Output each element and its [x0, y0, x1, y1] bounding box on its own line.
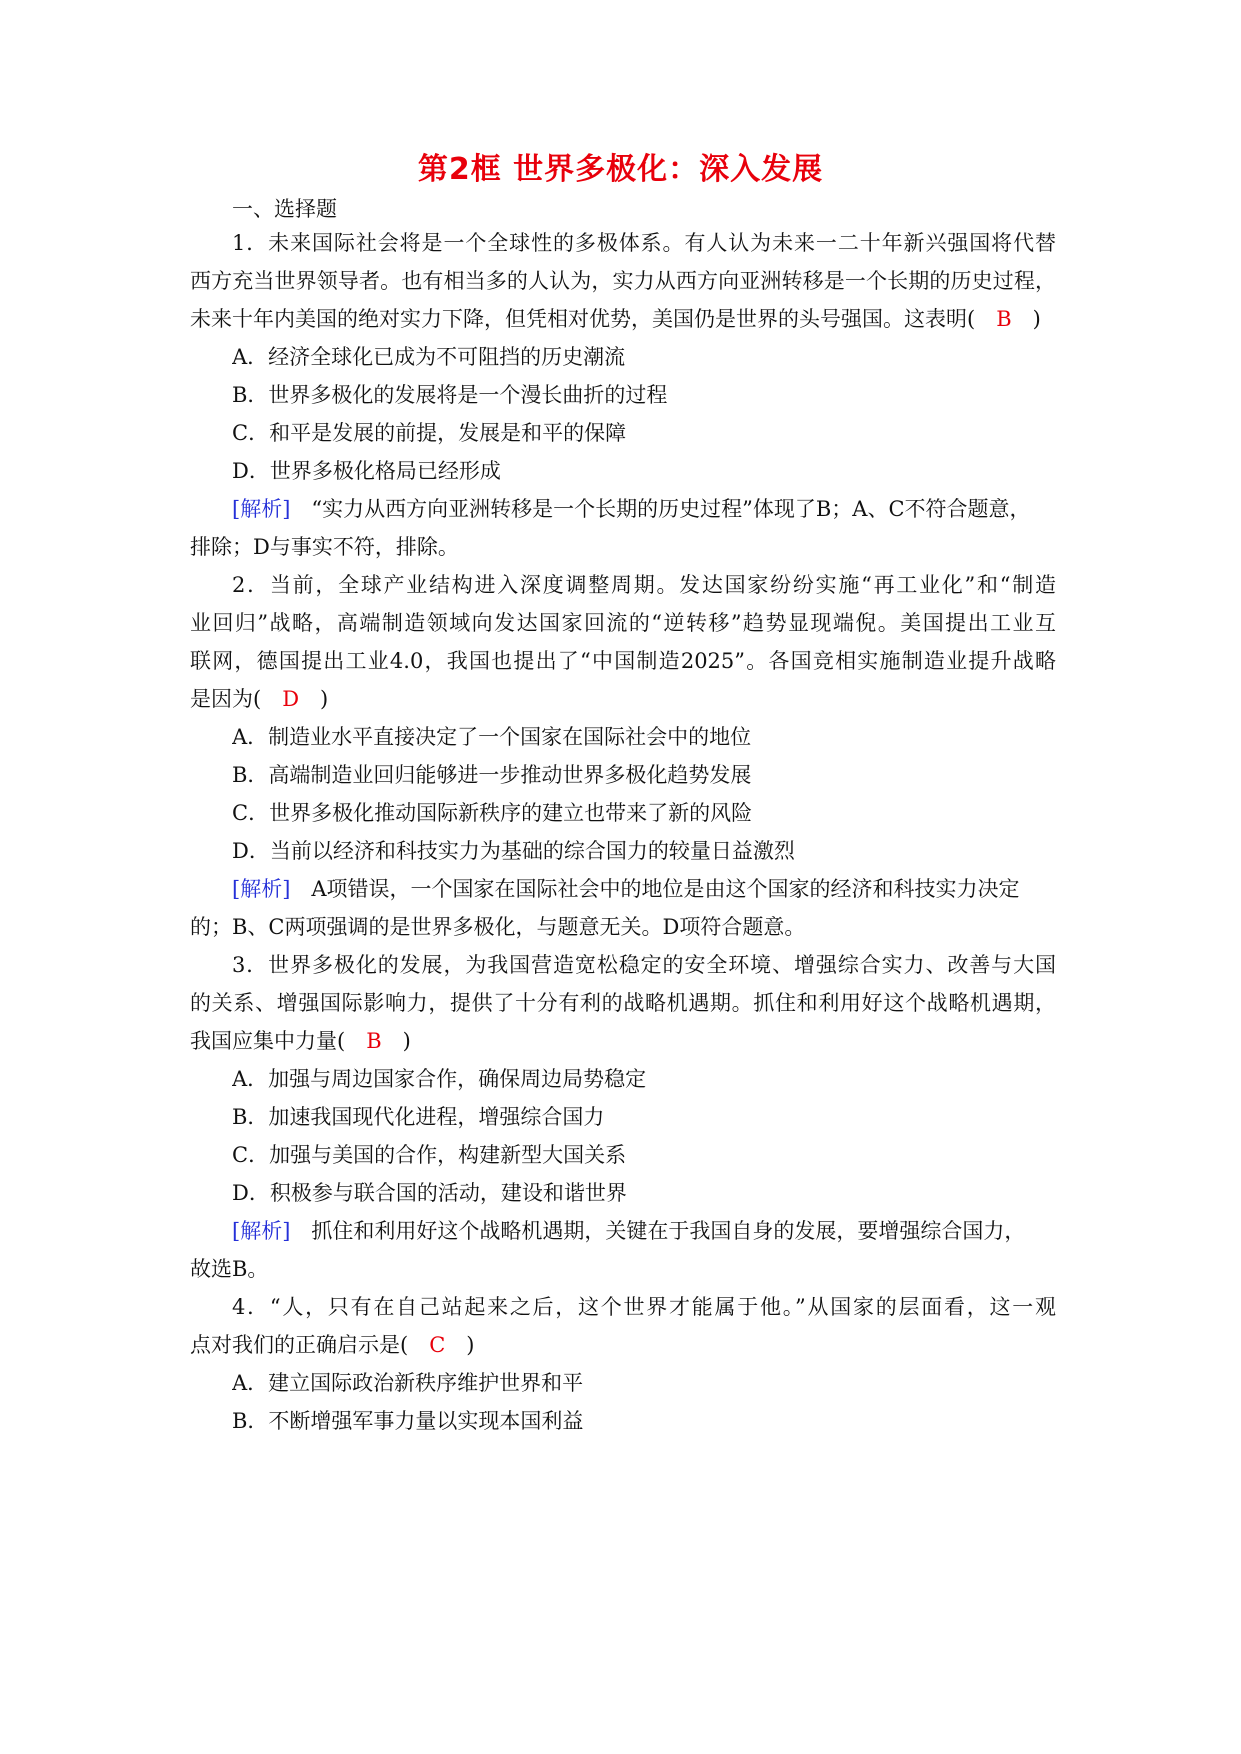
question-3-option-c: C．加强与美国的合作，构建新型大国关系	[232, 1143, 627, 1167]
question-3-analysis-line	[232, 1216, 1056, 1246]
question-2-paren-close: )	[299, 687, 329, 711]
question-2-option-a: A．制造业水平直接决定了一个国家在国际社会中的地位	[232, 725, 752, 749]
question-3-option-d: D．积极参与联合国的活动，建设和谐世界	[232, 1181, 627, 1205]
question-1-answer: B	[996, 307, 1012, 331]
question-2-analysis-text: A项错误，一个国家在国际社会中的地位是由这个国家的经济和科技实力决定	[290, 877, 1020, 901]
question-2-analysis-line: 的；B、C两项强调的是世界多极化，与题意无关。D项符合题意。	[190, 915, 806, 939]
question-3-analysis-line: 故选B。	[190, 1257, 269, 1281]
question-2-option-d: D．当前以经济和科技实力为基础的综合国力的较量日益激烈	[232, 839, 795, 863]
question-4-option-a: A．建立国际政治新秩序维护世界和平	[232, 1371, 584, 1395]
question-3-answer: B	[366, 1029, 382, 1053]
question-1-paren-close: )	[1011, 307, 1041, 331]
question-3-stem-text: 我国应集中力量(	[190, 1029, 367, 1053]
question-2-analysis-line	[232, 874, 1056, 904]
question-3-option-a: A．加强与周边国家合作，确保周边局势稳定	[232, 1067, 647, 1091]
section-heading: 一、选择题	[232, 197, 337, 221]
question-1-option-a: A．经济全球化已成为不可阻挡的历史潮流	[232, 345, 626, 369]
question-1-stem-line	[190, 304, 1056, 334]
question-2-stem-line	[190, 684, 1056, 714]
question-2-option-b: B．高端制造业回归能够进一步推动世界多极化趋势发展	[232, 763, 752, 787]
question-3-option-b: B．加速我国现代化进程，增强综合国力	[232, 1105, 605, 1129]
page-title: 第2框 世界多极化：深入发展	[417, 152, 824, 187]
question-1-analysis-line: 排除；D与事实不符，排除。	[190, 535, 459, 559]
question-3-stem-line: 3．世界多极化的发展，为我国营造宽松稳定的安全环境、增强综合实力、改善与大国	[232, 953, 1056, 977]
analysis-label: [解析]	[232, 497, 291, 521]
question-2-stem-line: 2．当前，全球产业结构进入深度调整周期。发达国家纷纷实施“再工业化”和“制造	[232, 573, 1056, 597]
question-2-stem-line: 联网，德国提出工业4.0，我国也提出了“中国制造2025”。各国竞相实施制造业提升战略	[190, 649, 1056, 673]
question-1-stem-text: 未来十年内美国的绝对实力下降，但凭相对优势，美国仍是世界的头号强国。这表明(	[190, 307, 997, 331]
question-4-stem-line	[190, 1330, 1056, 1360]
question-4-stem-line: 4．“人，只有在自己站起来之后，这个世界才能属于他。”从国家的层面看，这一观	[232, 1295, 1056, 1319]
question-1-stem-line: 1．未来国际社会将是一个全球性的多极体系。有人认为未来一二十年新兴强国将代替	[232, 231, 1056, 255]
question-1-option-d: D．世界多极化格局已经形成	[232, 459, 501, 483]
question-3-analysis-text: 抓住和利用好这个战略机遇期，关键在于我国自身的发展，要增强综合国力，	[290, 1219, 1026, 1243]
question-1-stem-line: 西方充当世界领导者。也有相当多的人认为，实力从西方向亚洲转移是一个长期的历史过程，	[190, 269, 1056, 293]
question-1-option-c: C．和平是发展的前提，发展是和平的保障	[232, 421, 627, 445]
question-3-stem-line: 的关系、增强国际影响力，提供了十分有利的战略机遇期。抓住和利用好这个战略机遇期，	[190, 991, 1056, 1015]
question-2-stem-text: 是因为(	[190, 687, 283, 711]
question-2-answer: D	[282, 687, 300, 711]
question-1-option-b: B．世界多极化的发展将是一个漫长曲折的过程	[232, 383, 668, 407]
analysis-label: [解析]	[232, 877, 291, 901]
question-2-stem-line: 业回归”战略，高端制造领域向发达国家回流的“逆转移”趋势显现端倪。美国提出工业互	[190, 611, 1056, 635]
question-4-stem-text: 点对我们的正确启示是(	[190, 1333, 430, 1357]
question-3-stem-line	[190, 1026, 1056, 1056]
question-2-option-c: C．世界多极化推动国际新秩序的建立也带来了新的风险	[232, 801, 753, 825]
question-4-option-b: B．不断增强军事力量以实现本国利益	[232, 1409, 584, 1433]
question-4-answer: C	[429, 1333, 446, 1357]
question-4-paren-close: )	[445, 1333, 475, 1357]
question-3-paren-close: )	[381, 1029, 411, 1053]
analysis-label: [解析]	[232, 1219, 291, 1243]
question-1-analysis-text: “实力从西方向亚洲转移是一个长期的历史过程”体现了B；A、C不符合题意，	[290, 497, 1031, 521]
question-1-analysis-line	[232, 494, 1056, 524]
